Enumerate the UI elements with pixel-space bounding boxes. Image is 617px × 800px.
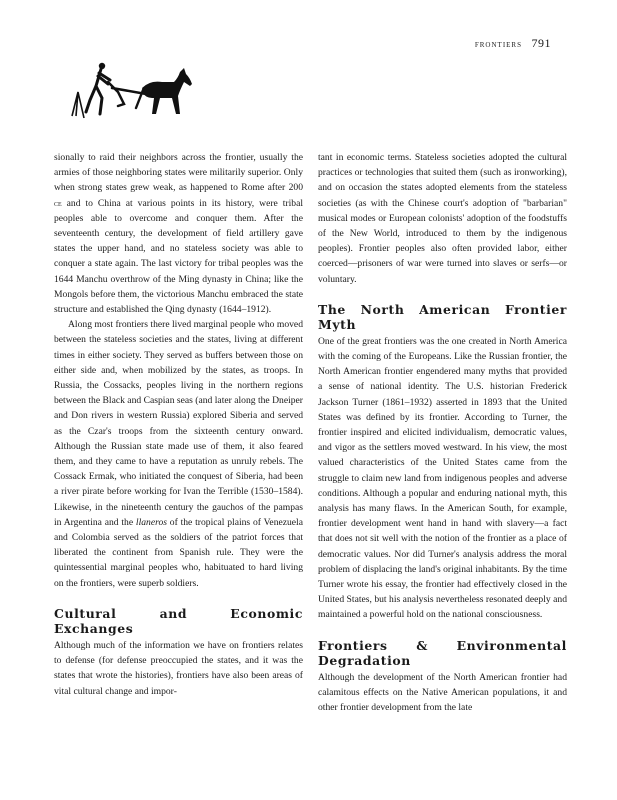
right-column [318,150,567,715]
section-heading: The North American Frontier Myth [318,301,567,332]
paragraph: tant in economic terms. Stateless societies adopted the cultural practices or technologies that suited them (such as ironworking), and on occasion the states adopted elements from the stateless societies (as with the Chinese court's adoption of "barbarian" musical modes or European colonists' adoption of the foodstuffs of the New World, introduced to them by the indigenous peoples). Frontier peoples also often provided labor, either coerced—prisoners of war were turned into slaves or serfs—or voluntary. [318,152,567,285]
text-run: sionally to raid their neighbors across the frontier, usually the armies of those neighboring states were militarily superior. Only when strong states grew weak, as happened to Rome after 200 [54,152,303,194]
paragraph [54,150,303,317]
paragraph: Although the development of the North American frontier had calamitous effects on the Native American populations, it and other frontier development from the late [318,671,567,714]
ploughman-with-horse-icon [50,58,200,128]
paragraph: Although much of the information we have on frontiers relates to defense (for defense preoccupied the states, and it was the states that wrote the histories), frontiers have also been areas of vital cultural change and impor- [54,639,303,697]
left-column [54,150,303,699]
era-abbreviation: ce [54,197,62,208]
text-run: of the tropical plains of Venezuela and Colombia served as the soldiers of the patriot forces that liberated the continent from Spanish rule. They were the quintessential marginal peoples who, habituated to hard living on the frontiers, were superb soldiers. [54,516,303,589]
paragraph [54,317,303,591]
section-heading: Frontiers & Environmental Degradation [318,637,567,668]
page-number: 791 [531,36,551,50]
italic-term: llaneros [135,516,167,528]
paragraph: One of the great frontiers was the one created in North America with the coming of the Europeans. Like the Russian frontier, the North American frontier engendered many myths that provided a sense of national identity. The U.S. historian Frederick Jackson Turner (1861–1932) asserted in 1893 that the United States was defined by its frontier. According to Turner, the frontier inspired and elicited individualism, democratic values, and vigor as the settlers moved westward. In his view, the most valued characteristics of the United States came from the struggle to claim new land from indigenous peoples and adverse conditions. Although a popular and enduring national myth, this analysis has many flaws. In the American South, for example, frontier development went hand in hand with slavery—a fact that does not sit well with the notion of the frontier as a place of democratic values. Nor did Turner's analysis address the moral problem of displacing the land's original inhabitants. By the time Turner wrote his essay, the frontier had effectively closed in the United States, but his analysis nevertheless resonated deeply and maintained a powerful hold on the national consciousness. [318,335,567,621]
text-run: Along most frontiers there lived marginal people who moved between the stateless societies and the states, living at different times in either society. They served as buffers between those on either side and, when mobilized by the states, as troops. In Russia, the Cossacks, peoples living in the northern regions between the Black and Caspian seas (and later along the Dneiper and Don rivers in western Russia) explored Siberia and served as the Czar's troops from the sixteenth century onward. Although the Russian state made use of them, it also feared them, and they came to have a reputation as unruly rebels. The Cossack Ermak, who initiated the conquest of Siberia, had been a river pirate before working for Ivan the Terrible (1530–1584). Likewise, in the nineteenth century the gauchos of the pampas in Argentina and the [54,319,303,528]
text-run: and to China at various points in its history, were tribal peoples able to overcome and conquer them. After the seventeenth century, the development of field artillery gave states the upper hand, and no stateless society was able to conquer a state again. The last victory for tribal peoples was the 1644 Manchu overthrow of the Ming dynasty in China; like the Mongols before them, the victorious Manchu embraced the state structure and established the Qing dynasty (1644–1912). [54,197,303,316]
running-head [475,36,551,51]
section-heading: Cultural and Economic Exchanges [54,605,303,636]
running-head-title: frontiers [474,39,522,50]
